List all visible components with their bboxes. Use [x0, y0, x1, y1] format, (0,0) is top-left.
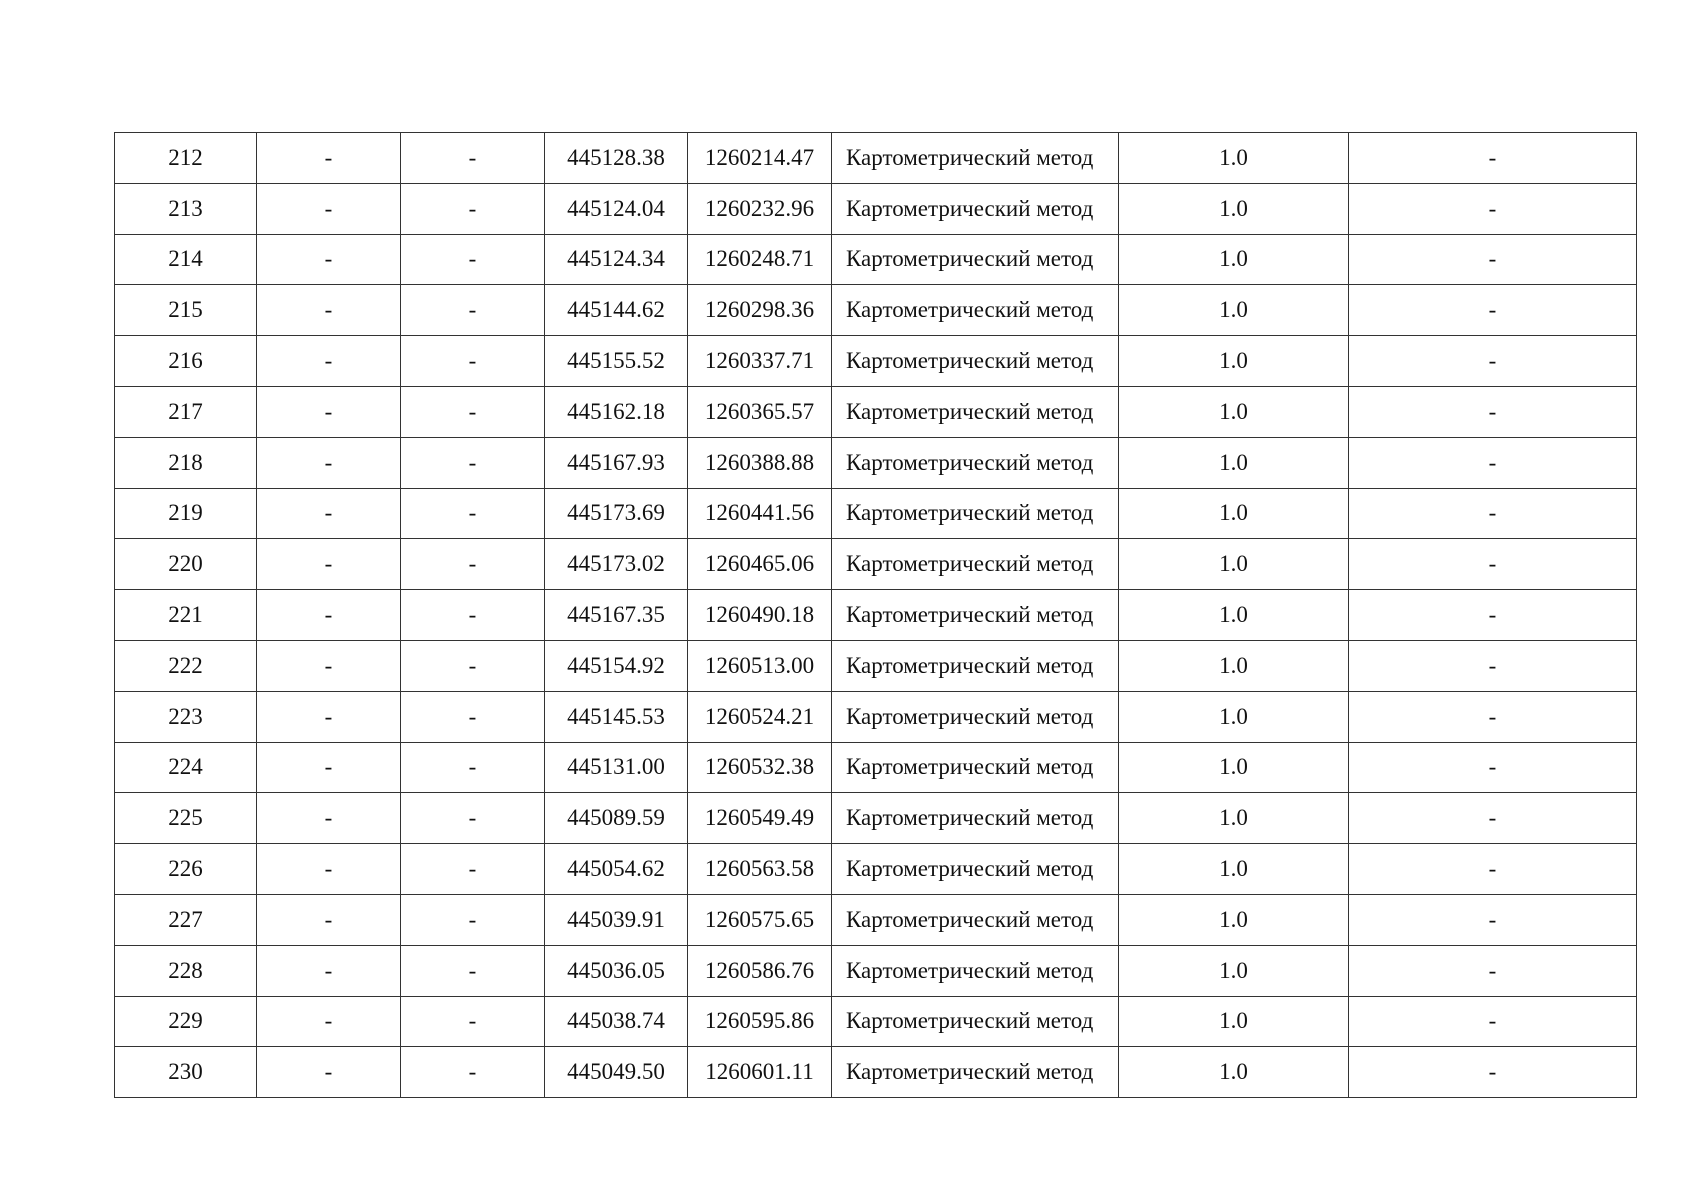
- y-coordinate-cell: 1260441.56: [688, 488, 832, 539]
- note-cell: -: [1349, 133, 1637, 184]
- x-coordinate-cell: 445173.02: [545, 539, 688, 590]
- method-cell: Картометрический метод: [832, 793, 1119, 844]
- y-coordinate-cell: 1260575.65: [688, 894, 832, 945]
- empty-cell: -: [401, 133, 545, 184]
- y-coordinate-cell: 1260490.18: [688, 590, 832, 641]
- table-row: [115, 996, 1637, 1047]
- table-row: [115, 133, 1637, 184]
- empty-cell: -: [401, 336, 545, 387]
- accuracy-cell: 1.0: [1119, 894, 1349, 945]
- table-row: [115, 945, 1637, 996]
- point-number-cell: 227: [115, 894, 257, 945]
- note-cell: -: [1349, 539, 1637, 590]
- accuracy-cell: 1.0: [1119, 285, 1349, 336]
- point-number-cell: 216: [115, 336, 257, 387]
- accuracy-cell: 1.0: [1119, 742, 1349, 793]
- y-coordinate-cell: 1260524.21: [688, 691, 832, 742]
- point-number-cell: 218: [115, 437, 257, 488]
- x-coordinate-cell: 445154.92: [545, 640, 688, 691]
- empty-cell: -: [257, 1047, 401, 1098]
- x-coordinate-cell: 445145.53: [545, 691, 688, 742]
- y-coordinate-cell: 1260298.36: [688, 285, 832, 336]
- method-cell: Картометрический метод: [832, 133, 1119, 184]
- point-number-cell: 219: [115, 488, 257, 539]
- y-coordinate-cell: 1260388.88: [688, 437, 832, 488]
- table-row: [115, 1047, 1637, 1098]
- x-coordinate-cell: 445155.52: [545, 336, 688, 387]
- table-row: [115, 183, 1637, 234]
- empty-cell: -: [401, 894, 545, 945]
- x-coordinate-cell: 445038.74: [545, 996, 688, 1047]
- note-cell: -: [1349, 234, 1637, 285]
- table-row: [115, 640, 1637, 691]
- empty-cell: -: [401, 691, 545, 742]
- empty-cell: -: [401, 1047, 545, 1098]
- x-coordinate-cell: 445167.93: [545, 437, 688, 488]
- x-coordinate-cell: 445089.59: [545, 793, 688, 844]
- empty-cell: -: [257, 183, 401, 234]
- empty-cell: -: [257, 945, 401, 996]
- note-cell: -: [1349, 437, 1637, 488]
- table-row: [115, 336, 1637, 387]
- method-cell: Картометрический метод: [832, 996, 1119, 1047]
- table-row: [115, 793, 1637, 844]
- empty-cell: -: [257, 488, 401, 539]
- point-number-cell: 221: [115, 590, 257, 641]
- table-row: [115, 894, 1637, 945]
- empty-cell: -: [401, 386, 545, 437]
- note-cell: -: [1349, 894, 1637, 945]
- note-cell: -: [1349, 844, 1637, 895]
- accuracy-cell: 1.0: [1119, 336, 1349, 387]
- method-cell: Картометрический метод: [832, 1047, 1119, 1098]
- point-number-cell: 217: [115, 386, 257, 437]
- point-number-cell: 214: [115, 234, 257, 285]
- empty-cell: -: [401, 640, 545, 691]
- y-coordinate-cell: 1260214.47: [688, 133, 832, 184]
- table-body: [115, 133, 1637, 1098]
- x-coordinate-cell: 445039.91: [545, 894, 688, 945]
- empty-cell: -: [401, 742, 545, 793]
- empty-cell: -: [257, 894, 401, 945]
- method-cell: Картометрический метод: [832, 183, 1119, 234]
- method-cell: Картометрический метод: [832, 844, 1119, 895]
- x-coordinate-cell: 445162.18: [545, 386, 688, 437]
- point-number-cell: 225: [115, 793, 257, 844]
- accuracy-cell: 1.0: [1119, 539, 1349, 590]
- method-cell: Картометрический метод: [832, 590, 1119, 641]
- table-row: [115, 691, 1637, 742]
- point-number-cell: 222: [115, 640, 257, 691]
- accuracy-cell: 1.0: [1119, 945, 1349, 996]
- x-coordinate-cell: 445173.69: [545, 488, 688, 539]
- note-cell: -: [1349, 691, 1637, 742]
- method-cell: Картометрический метод: [832, 640, 1119, 691]
- note-cell: -: [1349, 793, 1637, 844]
- coordinates-table: [114, 132, 1637, 1098]
- empty-cell: -: [257, 590, 401, 641]
- y-coordinate-cell: 1260465.06: [688, 539, 832, 590]
- empty-cell: -: [401, 844, 545, 895]
- accuracy-cell: 1.0: [1119, 1047, 1349, 1098]
- note-cell: -: [1349, 285, 1637, 336]
- method-cell: Картометрический метод: [832, 386, 1119, 437]
- empty-cell: -: [257, 234, 401, 285]
- y-coordinate-cell: 1260532.38: [688, 742, 832, 793]
- empty-cell: -: [401, 285, 545, 336]
- empty-cell: -: [401, 437, 545, 488]
- method-cell: Картометрический метод: [832, 691, 1119, 742]
- accuracy-cell: 1.0: [1119, 133, 1349, 184]
- empty-cell: -: [257, 793, 401, 844]
- table-row: [115, 234, 1637, 285]
- x-coordinate-cell: 445131.00: [545, 742, 688, 793]
- note-cell: -: [1349, 996, 1637, 1047]
- accuracy-cell: 1.0: [1119, 844, 1349, 895]
- accuracy-cell: 1.0: [1119, 590, 1349, 641]
- point-number-cell: 230: [115, 1047, 257, 1098]
- method-cell: Картометрический метод: [832, 894, 1119, 945]
- y-coordinate-cell: 1260248.71: [688, 234, 832, 285]
- table-row: [115, 590, 1637, 641]
- point-number-cell: 223: [115, 691, 257, 742]
- accuracy-cell: 1.0: [1119, 183, 1349, 234]
- note-cell: -: [1349, 945, 1637, 996]
- table-row: [115, 488, 1637, 539]
- point-number-cell: 213: [115, 183, 257, 234]
- point-number-cell: 212: [115, 133, 257, 184]
- x-coordinate-cell: 445054.62: [545, 844, 688, 895]
- method-cell: Картометрический метод: [832, 336, 1119, 387]
- y-coordinate-cell: 1260549.49: [688, 793, 832, 844]
- method-cell: Картометрический метод: [832, 742, 1119, 793]
- y-coordinate-cell: 1260586.76: [688, 945, 832, 996]
- y-coordinate-cell: 1260365.57: [688, 386, 832, 437]
- method-cell: Картометрический метод: [832, 488, 1119, 539]
- point-number-cell: 215: [115, 285, 257, 336]
- empty-cell: -: [401, 590, 545, 641]
- empty-cell: -: [257, 640, 401, 691]
- table-row: [115, 844, 1637, 895]
- empty-cell: -: [401, 234, 545, 285]
- empty-cell: -: [401, 793, 545, 844]
- y-coordinate-cell: 1260337.71: [688, 336, 832, 387]
- note-cell: -: [1349, 183, 1637, 234]
- note-cell: -: [1349, 590, 1637, 641]
- note-cell: -: [1349, 1047, 1637, 1098]
- empty-cell: -: [401, 945, 545, 996]
- method-cell: Картометрический метод: [832, 945, 1119, 996]
- note-cell: -: [1349, 742, 1637, 793]
- y-coordinate-cell: 1260601.11: [688, 1047, 832, 1098]
- point-number-cell: 224: [115, 742, 257, 793]
- table-row: [115, 437, 1637, 488]
- table-row: [115, 539, 1637, 590]
- point-number-cell: 226: [115, 844, 257, 895]
- empty-cell: -: [401, 183, 545, 234]
- empty-cell: -: [257, 285, 401, 336]
- table-row: [115, 742, 1637, 793]
- point-number-cell: 220: [115, 539, 257, 590]
- y-coordinate-cell: 1260513.00: [688, 640, 832, 691]
- accuracy-cell: 1.0: [1119, 640, 1349, 691]
- x-coordinate-cell: 445124.34: [545, 234, 688, 285]
- x-coordinate-cell: 445049.50: [545, 1047, 688, 1098]
- y-coordinate-cell: 1260563.58: [688, 844, 832, 895]
- x-coordinate-cell: 445124.04: [545, 183, 688, 234]
- empty-cell: -: [257, 539, 401, 590]
- accuracy-cell: 1.0: [1119, 386, 1349, 437]
- point-number-cell: 229: [115, 996, 257, 1047]
- empty-cell: -: [401, 539, 545, 590]
- table-row: [115, 386, 1637, 437]
- accuracy-cell: 1.0: [1119, 234, 1349, 285]
- method-cell: Картометрический метод: [832, 437, 1119, 488]
- method-cell: Картометрический метод: [832, 285, 1119, 336]
- y-coordinate-cell: 1260595.86: [688, 996, 832, 1047]
- empty-cell: -: [257, 844, 401, 895]
- empty-cell: -: [257, 336, 401, 387]
- note-cell: -: [1349, 386, 1637, 437]
- table-row: [115, 285, 1637, 336]
- empty-cell: -: [257, 742, 401, 793]
- accuracy-cell: 1.0: [1119, 488, 1349, 539]
- empty-cell: -: [401, 996, 545, 1047]
- x-coordinate-cell: 445128.38: [545, 133, 688, 184]
- note-cell: -: [1349, 640, 1637, 691]
- accuracy-cell: 1.0: [1119, 793, 1349, 844]
- empty-cell: -: [401, 488, 545, 539]
- accuracy-cell: 1.0: [1119, 691, 1349, 742]
- x-coordinate-cell: 445036.05: [545, 945, 688, 996]
- empty-cell: -: [257, 437, 401, 488]
- method-cell: Картометрический метод: [832, 539, 1119, 590]
- y-coordinate-cell: 1260232.96: [688, 183, 832, 234]
- empty-cell: -: [257, 133, 401, 184]
- x-coordinate-cell: 445167.35: [545, 590, 688, 641]
- note-cell: -: [1349, 336, 1637, 387]
- empty-cell: -: [257, 386, 401, 437]
- accuracy-cell: 1.0: [1119, 437, 1349, 488]
- point-number-cell: 228: [115, 945, 257, 996]
- note-cell: -: [1349, 488, 1637, 539]
- accuracy-cell: 1.0: [1119, 996, 1349, 1047]
- empty-cell: -: [257, 691, 401, 742]
- method-cell: Картометрический метод: [832, 234, 1119, 285]
- empty-cell: -: [257, 996, 401, 1047]
- x-coordinate-cell: 445144.62: [545, 285, 688, 336]
